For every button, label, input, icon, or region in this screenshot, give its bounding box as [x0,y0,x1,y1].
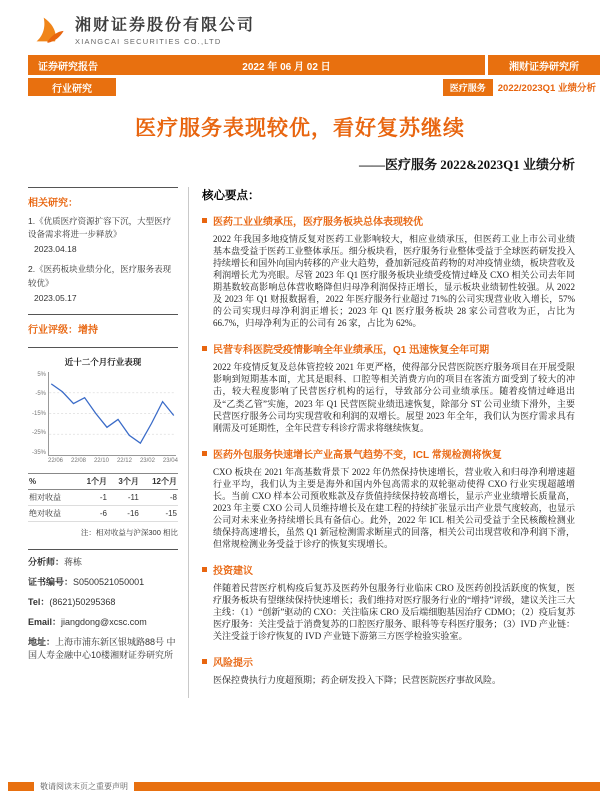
footer-bar-left [8,782,34,791]
industry-chart [28,372,178,456]
cert-number: S0500521050001 [73,576,145,587]
sidebar [28,187,188,698]
y-tick: -35% [31,449,46,456]
section-heading-text: 医药外包服务快速增长产业高景气趋势不变，ICL 常规检测将恢复 [213,449,502,461]
sector-analysis-label: 2022/2023Q1 业绩分析 [497,83,596,94]
y-tick: 5% [37,371,46,378]
y-tick: -15% [31,410,46,417]
report-section [202,446,575,550]
section-heading [202,341,575,356]
address-label: 地址： [28,636,56,647]
related-research-date: 2023.05.17 [34,292,77,303]
col-header: 12个月 [140,473,178,489]
industry-rating-section [28,314,178,336]
research-institute-label: 湘财证券研究所 [488,55,600,75]
section-heading [202,446,575,461]
bullet-square-icon [202,218,207,223]
chart-title: 近十二个月行业表现 [64,356,142,367]
cell: -1 [76,489,108,505]
y-tick: -25% [31,430,46,437]
report-section [202,213,575,329]
band1-main [28,55,485,75]
cell: -11 [108,489,140,505]
section-heading [202,562,575,577]
performance-table [28,473,178,522]
row-label: 绝对收益 [28,505,76,521]
cert-label: 证书编号： [28,576,74,587]
table-header-row [28,473,178,489]
email-line [28,616,178,629]
cell: -15 [140,505,178,521]
report-date: 2022 年 06 月 02 日 [242,61,331,73]
bullet-square-icon [202,567,207,572]
section-heading-text: 投资建议 [213,565,253,577]
section-body: 伴随着民营医疗机构疫后复苏及医药外包服务行业临床 CRO 及医药创投活跃度的恢复，医疗服务板块有望继续保持快速增长；我们维持对医疗服务行业的“增持”评级，建议关注三大主线：（1）“创新”驱动的 CXO：关注临床 CRO 及后端细胞基因治疗 CDMO；（2）疫后复苏医疗服务：关注受益于消费复苏的口腔医疗服务、眼科等专科医疗服务；（3）IVD 产业链：关注受益于诊疗恢复的 IVD 产业链下游第三方医学检验实验室。 [213,582,575,642]
cell: -6 [76,505,108,521]
bullet-square-icon [202,346,207,351]
row-label: 相对收益 [28,489,76,505]
page-footer [0,781,600,792]
address-text: 上海市浦东新区银城路88号 中国人寿金融中心10楼湘财证券研究所 [28,636,176,660]
section-body: 2022 年我国多地疫情反复对医药工业影响较大，相应业绩承压，但医药工业上市公司业绩基本盘受益于医药工业整体承压。细分板块看，医疗服务行业整体受益于全球医药研发投入持续增长和国外向国内转移的产业大趋势，叠加新冠疫苗药物的对冲疫情业绩，板块营收及利润增长尤为亮眼。尽管 2023 年 Q1 医疗服务板块业绩受疫情过峰及 CXO 相关公司去年同期基数较高影响总体营收略降但归母净利润保持正增长，显示板块业绩韧性较强。从 2022 及 2023 年 Q1 财报数据看，2022 年医疗服务行业超过 71%的公司实现营业收入增长，57%的公司实现归母净利润正增长；2023 年 Q1 医疗服务板块 28 家公司营收为正，占比为 66.7%，归母净利为正的公司有 26 家，占比为 62%。 [213,234,575,329]
email-address[interactable]: jiangdong@xcsc.com [61,616,147,627]
section-heading [202,213,575,228]
report-section [202,562,575,642]
cert-line [28,576,178,589]
x-tick: 22/10 [93,457,109,464]
tel-label: Tel： [28,596,50,607]
chart-y-axis [28,372,48,456]
core-points-title: 核心要点： [202,190,260,202]
report-type-band [28,55,600,75]
industry-band [28,78,600,96]
col-header: % [28,473,76,489]
chart-x-axis [48,458,178,464]
chart-plot-area [48,372,176,456]
cell: -16 [108,505,140,521]
report-section [202,654,575,686]
analyst-section [28,549,178,662]
bullet-square-icon [202,659,207,664]
xiangcai-logo-icon [28,10,66,48]
email-label: Email： [28,616,62,627]
footer-disclaimer: 敬请阅读末页之重要声明 [40,782,128,791]
col-header: 1个月 [76,473,108,489]
main-column [188,187,575,698]
x-tick: 23/04 [162,457,178,464]
company-name-cn: 湘财证券股份有限公司 [75,17,256,34]
report-section [202,341,575,433]
x-tick: 22/06 [48,457,64,464]
section-body: 2022 年疫情反复及总体管控较 2021 年更严格，使得部分民营医院医疗服务项目在开展受限影响到短期基本面，尤其是眼科、口腔等相关消费方向的项目在客流方面受到了较大的冲击，较大程度影响了民营医疗机构的运行，导致部分公司业绩承压。随着疫情过峰退出及“乙类乙管”实施，2023 年 Q1 民营医院业绩迅速恢复，除部分 ST 公司业绩下滑外，主要民营医疗服务公司均实现营收和利润的双增长。展望 2023 年全年，我们认为医疗需求具有刚需及可延期性，全年民营专科诊疗需求将继续恢复。 [213,362,575,433]
table-row [28,505,178,521]
band2-rest [116,78,600,96]
section-heading-text: 风险提示 [213,658,253,670]
report-title: 医疗服务表现较优，看好复苏继续 [135,116,465,140]
sector-badge: 医疗服务 [443,79,493,96]
bullet-square-icon [202,451,207,456]
x-tick: 23/02 [139,457,155,464]
related-research-date: 2023.04.18 [34,244,77,255]
chart-note: 注：相对收益与沪深300 相比 [80,527,178,537]
section-body: 医保控费执行力度超预期；药企研发投入下降；民营医院医疗事故风险。 [213,675,502,686]
related-research-title: 相关研究： [28,198,78,209]
table-row [28,489,178,505]
industry-performance-section [28,347,178,538]
tel-line [28,596,178,609]
industry-research-label: 行业研究 [28,78,116,96]
analyst-name: 蒋栋 [64,556,83,567]
footer-bar-right [134,782,600,791]
address-line [28,636,178,662]
industry-rating: 行业评级：增持 [28,324,98,336]
section-heading-text: 医药工业业绩承压，医疗服务板块总体表现较优 [213,217,423,228]
cell: -8 [140,489,178,505]
company-name-block [75,12,255,46]
tel-number: (8621)50295368 [49,596,116,607]
related-research-section [28,187,178,303]
related-research-item[interactable]: 1.《优质医疗资源扩容下沉，大型医疗设备需求将进一步释放》 [28,216,172,240]
analyst-label: 分析师： [28,556,65,567]
content-columns [28,187,575,698]
x-tick: 22/12 [116,457,132,464]
y-tick: -5% [35,391,46,398]
header-logo-row [0,0,600,55]
related-research-item[interactable]: 2.《医药板块业绩分化，医疗服务表现较优》 [28,264,172,288]
section-body: CXO 板块在 2021 年高基数背景下 2022 年仍然保持快速增长，营业收入和归母净利增速超行业平均，我们认为主要是海外和国内外包高需求的双轮驱动使得 CXO 行业实现超越增长。当前 CXO 样本公司预收账款及存货值持续保持较高增长，显示产业业绩增长质量高，2023 年主要 CXO 公司人员维持增长及在建工程的持续扩张显示出产业景气度较高，也显示公司对未来业务持续增长具有备信心。此外，2022 年 ICL 相关公司受益于全民核酸检测业绩保持高速增长，虽然 Q1 新冠检测需求断崖式的回落，相关公司出现营收和净利润下滑，但常规检测业务受益于诊疗的恢复实现增长。 [213,466,575,549]
section-heading [202,654,575,669]
report-type-label: 证券研究报告 [38,61,98,73]
x-tick: 22/08 [70,457,86,464]
company-name-en: XIANGCAI SECURITIES CO.,LTD [75,37,222,46]
col-header: 3个月 [108,473,140,489]
report-subtitle: ——医疗服务 2022&2023Q1 业绩分析 [359,157,575,172]
section-heading-text: 民营专科医院受疫情影响全年业绩承压，Q1 迅速恢复全年可期 [213,345,490,357]
analyst-line [28,556,178,569]
